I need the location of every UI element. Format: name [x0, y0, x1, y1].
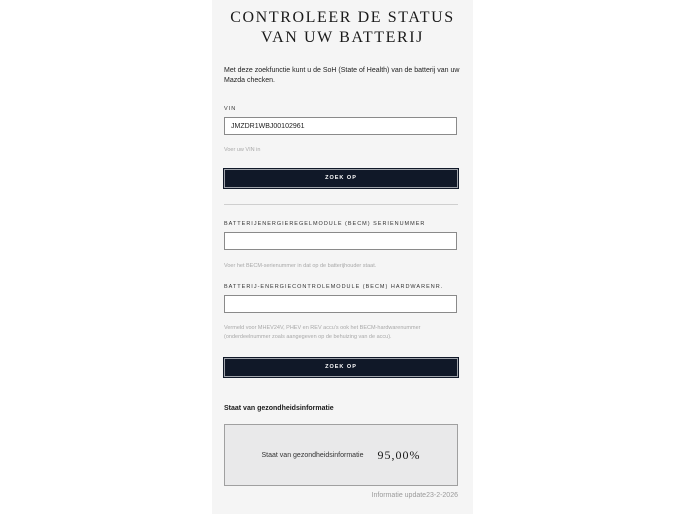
page-title-line2: VAN UW BATTERIJ — [261, 29, 424, 46]
health-result-value: 95,00% — [377, 447, 421, 462]
info-updated-text: Informatie update23-2-2026 — [371, 492, 458, 499]
intro-text: Met deze zoekfunctie kunt u de SoH (State of Health) van de batterij van uw Mazda checken. — [224, 67, 460, 84]
health-result-label: Staat van gezondheidsinformatie — [261, 451, 364, 459]
page-title — [212, 8, 473, 48]
becm-hardware-hint-line1: Vermeld voor MHEV24V, PHEV en REV accu's ook het BECM-hardwarenummer — [224, 325, 421, 331]
search-button-becm[interactable]: ZOEK OP — [224, 358, 458, 377]
divider — [224, 204, 458, 205]
vin-input[interactable] — [224, 117, 457, 135]
becm-serial-label: BATTERIJENERGIEREGELMODULE (BECM) SERIENUMMER — [224, 221, 426, 227]
becm-hardware-hint — [224, 324, 464, 342]
becm-hardware-input[interactable] — [224, 295, 457, 313]
becm-hardware-hint-line2: (onderdeelnummer zoals aangegeven op de behuizing van de accu). — [224, 334, 392, 340]
becm-hardware-label: BATTERIJ-ENERGIECONTROLEMODULE (BECM) HARDWARENR. — [224, 284, 444, 290]
health-result-box — [224, 424, 458, 486]
vin-hint: Voer uw VIN in — [224, 147, 261, 153]
health-section-title: Staat van gezondheidsinformatie — [224, 405, 334, 412]
becm-serial-hint: Voer het BECM-serienummer in dat op de batterijhouder staat. — [224, 263, 377, 269]
becm-serial-input[interactable] — [224, 232, 457, 250]
page-title-line1: CONTROLEER DE STATUS — [230, 9, 455, 26]
search-button-vin[interactable]: ZOEK OP — [224, 169, 458, 188]
vin-label: VIN — [224, 106, 237, 112]
